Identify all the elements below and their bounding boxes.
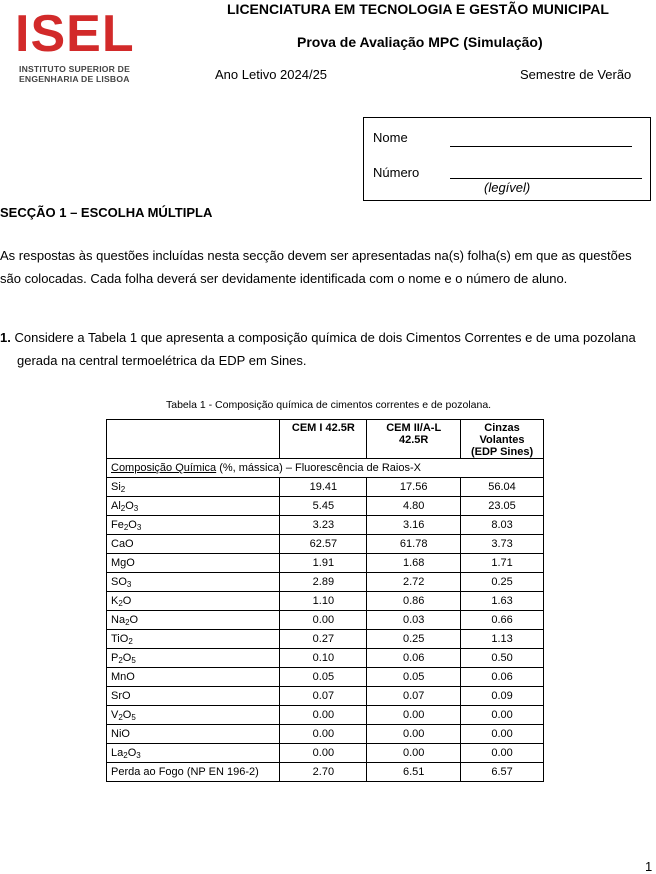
group-row: [107, 459, 544, 478]
value-cell: 19.41: [280, 478, 367, 497]
compound-subscript: 2: [123, 523, 129, 532]
compound-text: O: [125, 500, 134, 512]
value-cell: 1.13: [461, 630, 544, 649]
table-row: [107, 649, 544, 668]
compound-text: O: [122, 652, 132, 664]
value-cell: 8.03: [461, 516, 544, 535]
compound-text: P: [111, 652, 119, 664]
value-cell: 0.25: [461, 573, 544, 592]
group-label: [107, 459, 461, 478]
logo-mark: ISEL: [15, 5, 135, 63]
logo-subtitle: [19, 64, 155, 84]
value-cell: 1.91: [280, 554, 367, 573]
compound-text: O: [122, 595, 132, 607]
table-row: [107, 744, 544, 763]
legible-hint: (legível): [484, 180, 531, 195]
value-cell: 0.86: [367, 592, 461, 611]
value-cell: 0.66: [461, 611, 544, 630]
number-line[interactable]: [450, 178, 642, 179]
compound-name: [107, 668, 280, 687]
header-fly-ash-line-2: (EDP Sines): [470, 446, 534, 458]
logo-line-1: INSTITUTO SUPERIOR DE: [19, 64, 130, 74]
exam-title: Prova de Avaliação MPC (Simulação): [297, 34, 543, 50]
course-title: LICENCIATURA EM TECNOLOGIA E GESTÃO MUNICIPAL: [227, 1, 609, 17]
table-row: [107, 573, 544, 592]
value-cell: 4.80: [367, 497, 461, 516]
value-cell: 23.05: [461, 497, 544, 516]
value-cell: 0.25: [367, 630, 461, 649]
table-row: [107, 630, 544, 649]
number-label: Número: [373, 165, 420, 180]
value-cell: 3.16: [367, 516, 461, 535]
compound-subscript: 2: [118, 599, 123, 608]
compound-text: K: [111, 595, 119, 607]
compound-text: SO: [111, 576, 127, 588]
value-cell: 1.68: [367, 554, 461, 573]
value-cell: 0.07: [367, 687, 461, 706]
table-header-row: [107, 420, 544, 459]
value-cell: 2.72: [367, 573, 461, 592]
value-cell: 6.51: [367, 763, 461, 782]
compound-subscript: 2: [128, 637, 133, 646]
value-cell: 0.06: [367, 649, 461, 668]
isel-logo: [15, 5, 151, 88]
compound-text: O: [127, 747, 137, 759]
table-row: [107, 668, 544, 687]
compound-text: TiO: [111, 633, 129, 645]
group-label-rest: (%, mássica) – Fluorescência de Raios-X: [216, 462, 421, 474]
compound-name: [107, 649, 280, 668]
compound-text: O: [122, 709, 132, 721]
header-cem-i: CEM I 42.5R: [280, 420, 367, 459]
group-blank: [461, 459, 544, 478]
table-row: [107, 687, 544, 706]
compound-text: NiO: [111, 728, 130, 740]
value-cell: 0.00: [461, 744, 544, 763]
table-row: [107, 516, 544, 535]
question-text-line-1: Considere a Tabela 1 que apresenta a composição química de dois Cimentos Correntes e de uma pozolana: [14, 330, 636, 345]
compound-name: [107, 592, 280, 611]
value-cell: 0.00: [367, 744, 461, 763]
compound-name: [107, 687, 280, 706]
value-cell: 3.23: [280, 516, 367, 535]
value-cell: 0.06: [461, 668, 544, 687]
name-line[interactable]: [450, 146, 632, 147]
compound-name: [107, 535, 280, 554]
header-cem-ii: CEM II/A-L 42.5R: [367, 420, 461, 459]
compound-subscript: 2: [118, 656, 123, 665]
compound-name: [107, 763, 280, 782]
table-row: [107, 763, 544, 782]
compound-name: [107, 725, 280, 744]
section-title: SECÇÃO 1 – ESCOLHA MÚLTIPLA: [0, 205, 213, 220]
compound-subscript: 2: [125, 618, 130, 627]
compound-text: SrO: [111, 690, 131, 702]
name-label: Nome: [373, 130, 408, 145]
compound-name: [107, 516, 280, 535]
question-text-line-2: gerada na central termoelétrica da EDP em Sines.: [17, 353, 307, 368]
table-caption: Tabela 1 - Composição química de cimentos correntes e de pozolana.: [166, 399, 492, 411]
compound-text: V: [111, 709, 119, 721]
table-row: [107, 478, 544, 497]
table-row: [107, 535, 544, 554]
value-cell: 0.00: [461, 706, 544, 725]
instructions-line-1: As respostas às questões incluídas nesta secção devem ser apresentadas na(s) folha(s) em que as questões: [0, 248, 632, 263]
compound-subscript: 3: [126, 580, 132, 589]
compound-text: Na: [111, 614, 126, 626]
value-cell: 1.10: [280, 592, 367, 611]
value-cell: 1.63: [461, 592, 544, 611]
value-cell: 0.07: [280, 687, 367, 706]
value-cell: 0.27: [280, 630, 367, 649]
value-cell: 0.00: [367, 725, 461, 744]
compound-subscript: 5: [131, 713, 136, 722]
table-row: [107, 592, 544, 611]
compound-subscript: 3: [136, 523, 142, 532]
compound-text: La: [111, 747, 124, 759]
compound-subscript: 5: [131, 656, 136, 665]
value-cell: 6.57: [461, 763, 544, 782]
compound-subscript: 2: [120, 504, 126, 513]
table-row: [107, 554, 544, 573]
compound-subscript: 2: [123, 751, 128, 760]
compound-name: [107, 630, 280, 649]
compound-text: Fe: [111, 519, 124, 531]
academic-year: Ano Letivo 2024/25: [215, 67, 328, 82]
page-number: 1: [645, 859, 653, 874]
value-cell: 62.57: [280, 535, 367, 554]
value-cell: 0.03: [367, 611, 461, 630]
value-cell: 61.78: [367, 535, 461, 554]
value-cell: 0.00: [280, 744, 367, 763]
compound-text: Al: [111, 500, 121, 512]
value-cell: 3.73: [461, 535, 544, 554]
composition-table: [106, 419, 544, 782]
compound-name: [107, 497, 280, 516]
value-cell: 0.05: [280, 668, 367, 687]
table-row: [107, 706, 544, 725]
instructions: [0, 244, 652, 290]
value-cell: 0.00: [280, 725, 367, 744]
value-cell: 0.00: [367, 706, 461, 725]
question-1: [0, 326, 656, 372]
value-cell: 2.89: [280, 573, 367, 592]
compound-text: Si: [111, 481, 121, 493]
value-cell: 0.09: [461, 687, 544, 706]
student-id-box: [363, 117, 651, 201]
value-cell: 0.50: [461, 649, 544, 668]
value-cell: 0.00: [280, 706, 367, 725]
compound-text: MgO: [111, 557, 135, 569]
compound-name: [107, 744, 280, 763]
header-blank: [107, 420, 280, 459]
compound-text: O: [128, 519, 137, 531]
question-number: 1.: [0, 330, 11, 345]
header-fly-ash-line-1: Cinzas Volantes: [479, 422, 525, 446]
compound-name: [107, 573, 280, 592]
value-cell: 0.00: [280, 611, 367, 630]
value-cell: 5.45: [280, 497, 367, 516]
compound-subscript: 2: [120, 485, 126, 494]
value-cell: 0.10: [280, 649, 367, 668]
header-fly-ash: [461, 420, 544, 459]
compound-name: [107, 554, 280, 573]
table-row: [107, 725, 544, 744]
compound-text: O: [129, 614, 139, 626]
compound-subscript: 3: [133, 504, 139, 513]
compound-subscript: 3: [136, 751, 141, 760]
compound-name: [107, 478, 280, 497]
table-row: [107, 611, 544, 630]
value-cell: 56.04: [461, 478, 544, 497]
table-row: [107, 497, 544, 516]
group-label-underlined: Composição Química: [111, 462, 217, 474]
logo-line-2: ENGENHARIA DE LISBOA: [19, 74, 130, 84]
instructions-line-2: são colocadas. Cada folha deverá ser devidamente identificada com o nome e o número de aluno.: [0, 271, 568, 286]
compound-text: MnO: [111, 671, 135, 683]
compound-name: [107, 611, 280, 630]
compound-name: [107, 706, 280, 725]
value-cell: 0.05: [367, 668, 461, 687]
value-cell: 17.56: [367, 478, 461, 497]
compound-subscript: 2: [118, 713, 123, 722]
semester: Semestre de Verão: [520, 67, 632, 82]
compound-text: Perda ao Fogo (NP EN 196-2): [111, 766, 259, 778]
value-cell: 2.70: [280, 763, 367, 782]
compound-text: CaO: [111, 538, 134, 550]
value-cell: 1.71: [461, 554, 544, 573]
value-cell: 0.00: [461, 725, 544, 744]
